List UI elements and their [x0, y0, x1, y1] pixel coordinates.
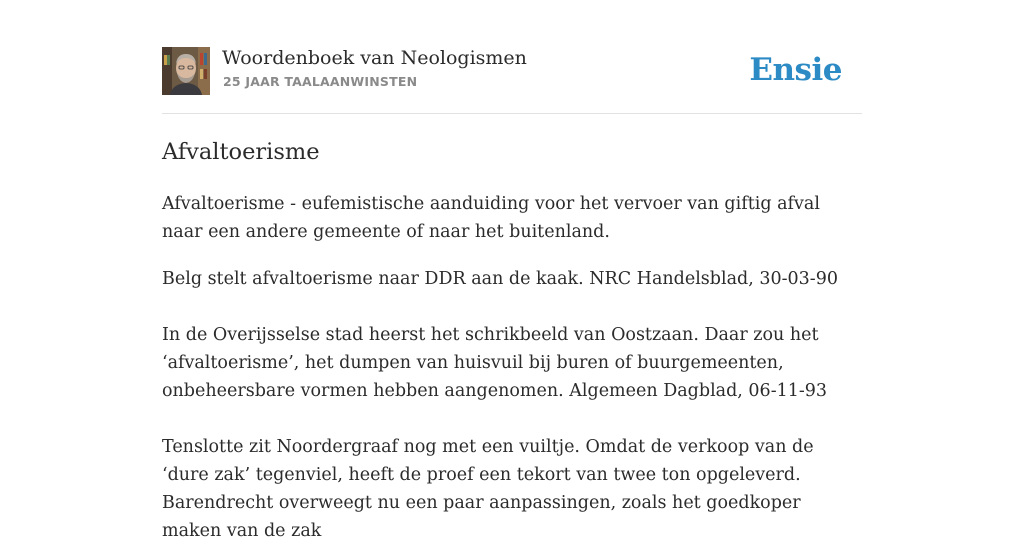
source-subtitle: 25 JAAR TAALAANWINSTEN [223, 74, 418, 89]
header-divider [162, 113, 862, 114]
quote-item: Belg stelt afvaltoerisme naar DDR aan de kaak. NRC Handelsblad, 30-03-90 [162, 269, 838, 289]
ensie-logo-link[interactable]: Ensie [749, 52, 842, 88]
entry-definition: Afvaltoerisme - eufemistische aanduiding voor het vervoer van giftig afval naar een andere gemeente of naar het buitenland. [162, 194, 820, 242]
author-portrait-icon [162, 47, 210, 95]
source-header [162, 46, 862, 96]
quote-item: In de Overijsselse stad heerst het schrikbeeld van Oostzaan. Daar zou het ‘afvaltoerisme’, het dumpen van huisvuil bij buren of buurgemeenten, onbeheersbare vormen hebben aangenomen. Algemeen Dagblad, 06-11-93 [162, 325, 828, 401]
author-avatar[interactable] [162, 47, 210, 95]
source-title[interactable]: Woordenboek van Neologismen [222, 47, 527, 69]
quote-item: Tenslotte zit Noordergraaf nog met een vuiltje. Omdat de verkoop van de ‘dure zak’ tegenviel, heeft de proef een tekort van twee ton opgeleverd. Barendrecht overweegt nu een paar aanpassingen, zoals het goedkoper maken van de zak [162, 437, 814, 541]
entry-title: Afvaltoerisme [162, 139, 320, 165]
